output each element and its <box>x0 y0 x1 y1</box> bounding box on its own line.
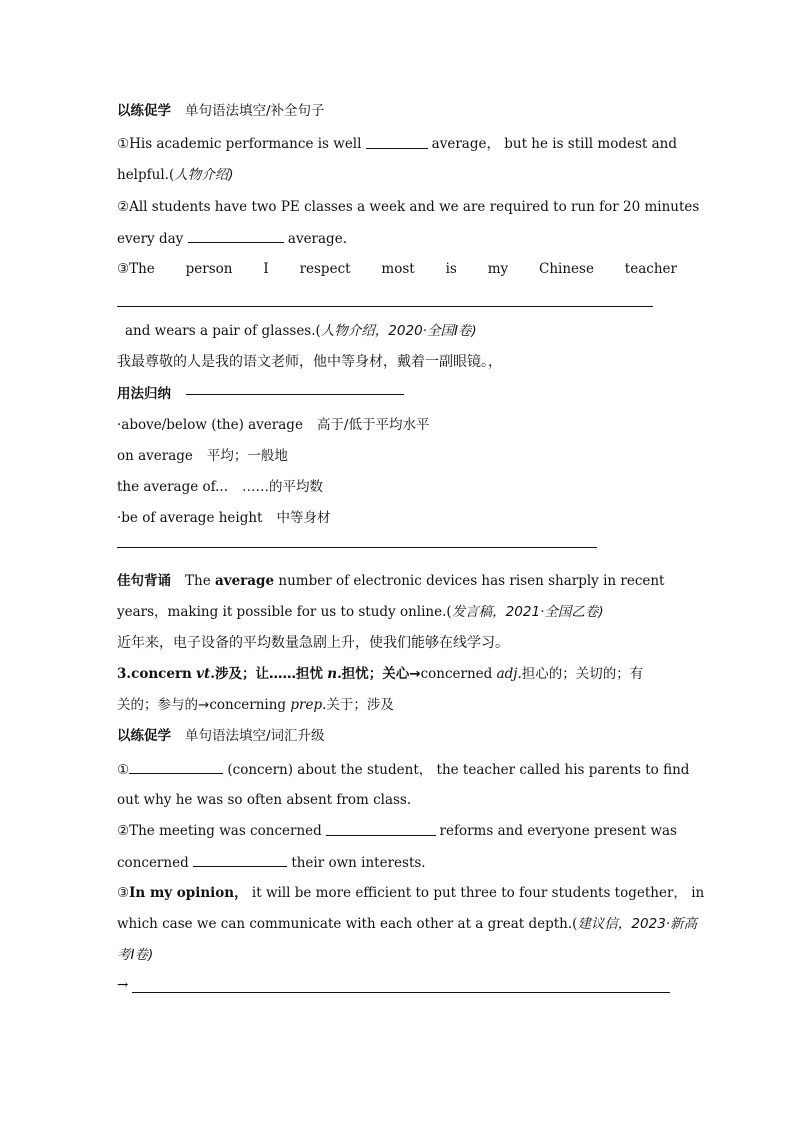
exercise-1-line-2: helpful.(人物介绍) <box>117 167 234 183</box>
usage-item: the average of... ……的平均数 <box>117 479 324 495</box>
exercise-1-line-1: ①His academic performance is well average， but he is still modest and <box>117 136 677 152</box>
answer-blank[interactable] <box>129 760 223 774</box>
good-sentence-line-1: 佳句背诵 The average number of electronic devices has risen sharply in recent <box>117 573 665 589</box>
source-note: 发言稿，2021·全国乙卷) <box>451 604 604 620</box>
exercise-6-line-1: ③In my opinion， it will be more efficient to put three to four students together， in <box>117 885 705 901</box>
answer-blank[interactable] <box>188 229 284 243</box>
answer-blank[interactable] <box>366 135 428 149</box>
answer-blank[interactable] <box>326 822 436 836</box>
exercise-5-line-2: concerned their own interests. <box>117 855 426 871</box>
exercise-5-line-1: ②The meeting was concerned reforms and everyone present was <box>117 823 677 839</box>
keyword: average <box>215 573 275 589</box>
heading-label: 以练促学 <box>117 103 171 119</box>
heading-divider <box>186 394 404 395</box>
exercise-3-line-2: and wears a pair of glasses.(人物介绍，2020·全国Ⅰ卷) <box>125 323 477 339</box>
answer-blank[interactable] <box>193 853 287 867</box>
arrow-icon: → <box>117 977 129 993</box>
usage-item: ·be of average height 中等身材 <box>117 510 331 526</box>
source-note: 人物介绍) <box>174 167 234 183</box>
heading-label: 以练促学 <box>117 728 171 744</box>
good-sentence-line-2: years，making it possible for us to study online.(发言稿，2021·全国乙卷) <box>117 604 604 620</box>
exercise-3-translation: 我最尊敬的人是我的语文老师，他中等身材，戴着一副眼镜。， <box>117 354 502 370</box>
vocab-word: concern <box>131 666 192 682</box>
usage-item: ·above/below (the) average 高于/低于平均水平 <box>117 417 430 433</box>
usage-item: on average 平均；一般地 <box>117 448 288 464</box>
source-note: 考Ⅰ卷) <box>117 947 154 963</box>
answer-line[interactable] <box>132 992 670 993</box>
exercise-4-line-2: out why he was so often absent from class. <box>117 792 412 808</box>
exercise-3-line-1: ③The person I respect most is my Chinese teacher <box>117 261 677 277</box>
section-heading <box>117 727 677 745</box>
section-heading <box>117 102 677 120</box>
vocab-entry-line-1: 3.concern vt.涉及；让……担忧 n.担忧；关心→concerned adj.担心的；关切的；有 <box>117 666 644 682</box>
vocab-entry-line-2: 关的；参与的→concerning prep.关于；涉及 <box>117 697 394 713</box>
exercise-6-line-2: which case we can communicate with each other at a great depth.(建议信，2023·新高 <box>117 916 698 932</box>
good-sentence-heading: 佳句背诵 <box>117 573 171 589</box>
exercise-2-line-1: ②All students have two PE classes a week and we are required to run for 20 minutes <box>117 199 700 215</box>
source-note: 人物介绍，2020·全国Ⅰ卷) <box>320 323 477 339</box>
exercise-4-line-1: ① (concern) about the student， the teacher called his parents to find <box>117 762 690 778</box>
good-sentence-translation: 近年来，电子设备的平均数量急剧上升，使我们能够在线学习。 <box>117 635 509 651</box>
section-divider <box>117 547 597 548</box>
answer-line[interactable] <box>117 306 653 307</box>
usage-heading: 用法归纳 <box>117 386 171 402</box>
source-note: 建议信，2023·新高 <box>577 916 698 932</box>
heading-subtitle: 单句语法填空/补全句子 <box>185 103 325 119</box>
heading-subtitle: 单句语法填空/词汇升级 <box>185 728 325 744</box>
exercise-2-line-2: every day average. <box>117 231 347 247</box>
